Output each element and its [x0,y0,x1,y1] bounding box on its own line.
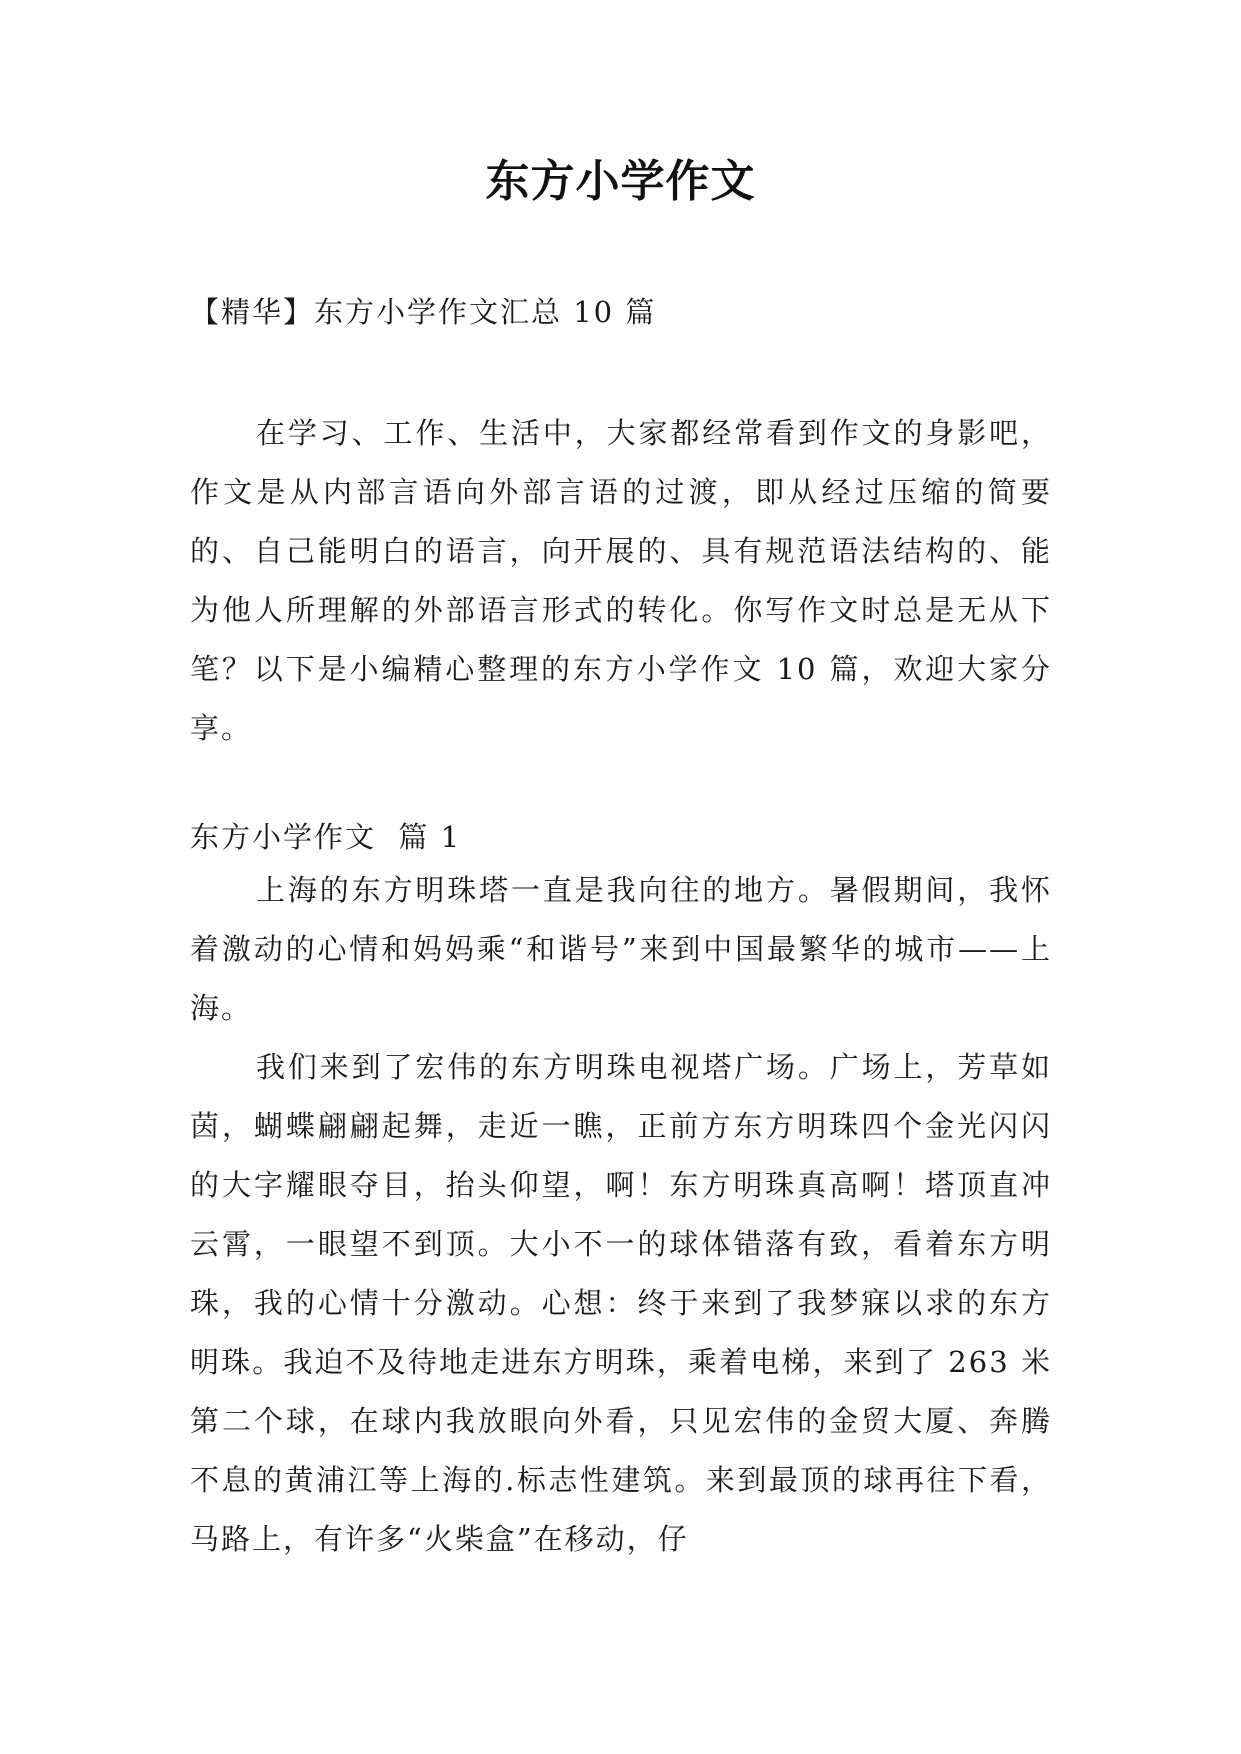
section-heading: 东方小学作文 篇 1 [190,820,462,854]
intro-paragraph: 在学习、工作、生活中，大家都经常看到作文的身影吧，作文是从内部言语向外部言语的过渡，即从经过压缩的简要的、自己能明白的语言，向开展的、具有规范语法结构的、能为他人所理解的外部语言形式的转化。你写作文时总是无从下笔？以下是小编精心整理的东方小学作文 10 篇，欢迎大家分享。 [190,416,1052,745]
body-paragraph: 上海的东方明珠塔一直是我向往的地方。暑假期间，我怀着激动的心情和妈妈乘“和谐号”来到中国最繁华的城市——上海。 [190,873,1052,1025]
page-title: 东方小学作文 [485,156,756,207]
body-paragraph: 我们来到了宏伟的东方明珠电视塔广场。广场上，芳草如茵，蝴蝶翩翩起舞，走近一瞧，正前方东方明珠四个金光闪闪的大字耀眼夺目，抬头仰望，啊！东方明珠真高啊！塔顶直冲云霄，一眼望不到顶。大小不一的球体错落有致，看着东方明珠，我的心情十分激动。心想：终于来到了我梦寐以求的东方明珠。我迫不及待地走进东方明珠，乘着电梯，来到了 263 米第二个球，在球内我放眼向外看，只见宏伟的金贸大厦、奔腾不息的黄浦江等上海的.标志性建筑。来到最顶的球再往下看，马路上，有许多“火柴盒”在移动，仔 [190,1050,1052,1556]
document-subtitle: 【精华】东方小学作文汇总 10 篇 [190,295,657,329]
